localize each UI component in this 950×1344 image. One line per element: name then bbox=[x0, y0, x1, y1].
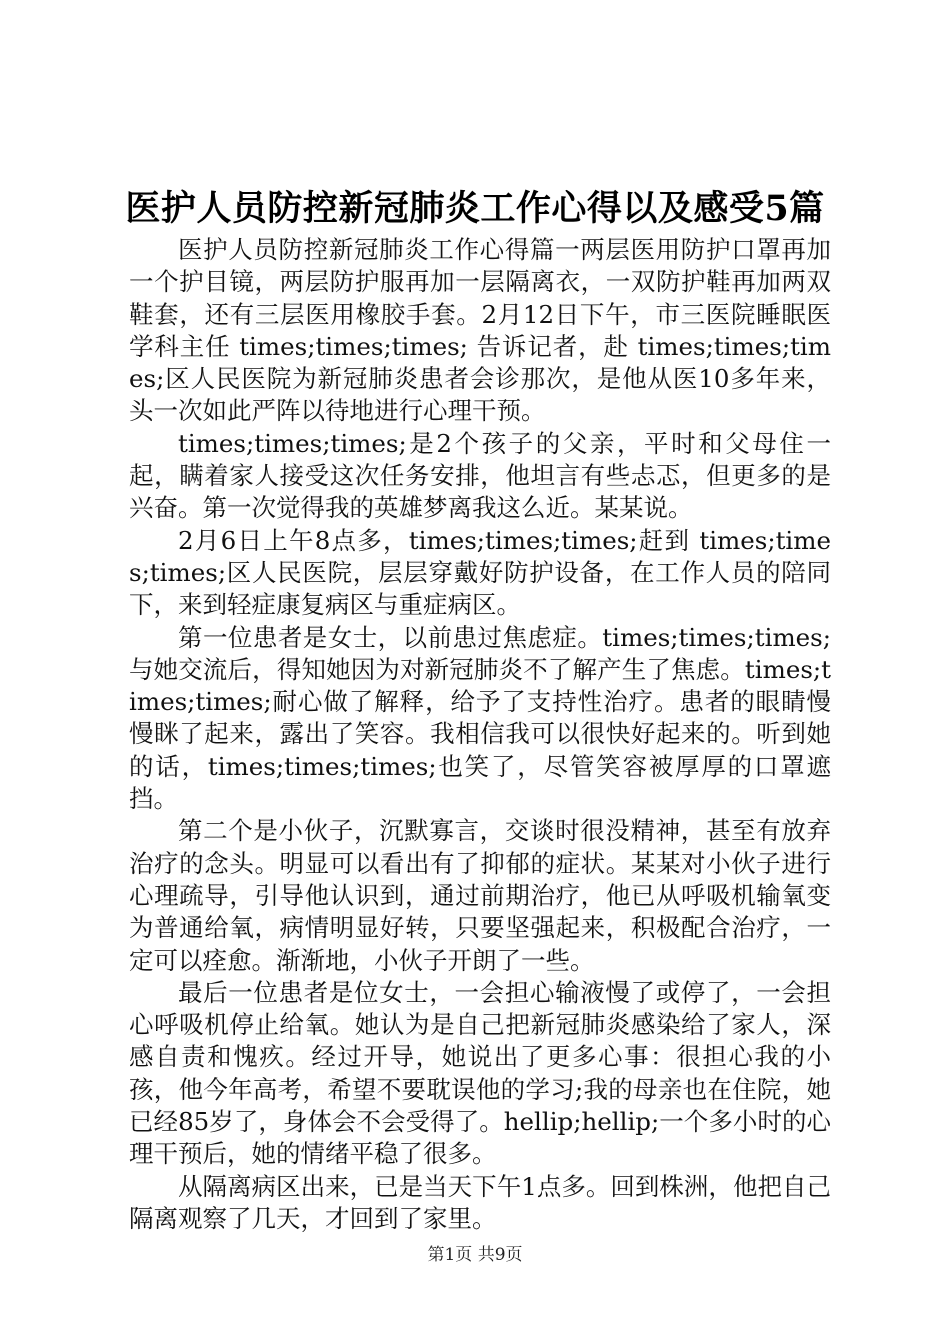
paragraph: 第二个是小伙子，沉默寡言，交谈时很没精神，甚至有放弃治疗的念头。明显可以看出有了抑郁的症状。某某对小伙子进行心理疏导，引导他认识到，通过前期治疗，他已从呼吸机输氧变为普通给氧，病情明显好转，只要坚强起来，积极配合治疗，一定可以痊愈。渐渐地，小伙子开朗了一些。 bbox=[129, 816, 831, 975]
paragraph: times;times;times;是2个孩子的父亲，平时和父母住一起，瞒着家人接受这次任务安排，他坦言有些忐忑，但更多的是兴奋。第一次觉得我的英雄梦离我这么近。某某说。 bbox=[129, 428, 831, 523]
paragraph: 第一位患者是女士，以前患过焦虑症。times;times;times;与她交流后，得知她因为对新冠肺炎不了解产生了焦虑。times;times;times;耐心做了解释，给予了支持性治疗。患者的眼睛慢慢眯了起来，露出了笑容。我相信我可以很快好起来的。听到她的话，times;times;times;也笑了，尽管笑容被厚厚的口罩遮挡。 bbox=[129, 622, 831, 814]
paragraph: 医护人员防控新冠肺炎工作心得篇一两层医用防护口罩再加一个护目镜，两层防护服再加一层隔离衣，一双防护鞋再加两双鞋套，还有三层医用橡胶手套。2月12日下午，市三医院睡眠医学科主任 times;times;times; 告诉记者，赴 times;times;times;区人民医院为新冠肺炎患者会诊那次，是他从医10多年来，头一次如此严阵以待地进行心理干预。 bbox=[129, 235, 831, 426]
document-title: 医护人员防控新冠肺炎工作心得以及感受5篇 bbox=[125, 188, 825, 229]
paragraph: 2月6日上午8点多，times;times;times;赶到 times;times;times;区人民医院，层层穿戴好防护设备，在工作人员的陪同下，来到轻症康复病区与重症病区。 bbox=[129, 525, 831, 620]
paragraph: 从隔离病区出来，已是当天下午1点多。回到株洲，他把自己隔离观察了几天，才回到了家里。 bbox=[129, 1171, 831, 1233]
page-number-footer: 第1页 共9页 bbox=[427, 1245, 523, 1265]
paragraph: 最后一位患者是位女士，一会担心输液慢了或停了，一会担心呼吸机停止给氧。她认为是自己把新冠肺炎感染给了家人，深感自责和愧疚。经过开导，她说出了更多心事：很担心我的小孩，他今年高考，希望不要耽误他的学习;我的母亲也在住院，她已经85岁了，身体会不会受得了。hellip;hellip;一个多小时的心理干预后，她的情绪平稳了很多。 bbox=[129, 977, 831, 1169]
document-body bbox=[129, 234, 831, 1235]
